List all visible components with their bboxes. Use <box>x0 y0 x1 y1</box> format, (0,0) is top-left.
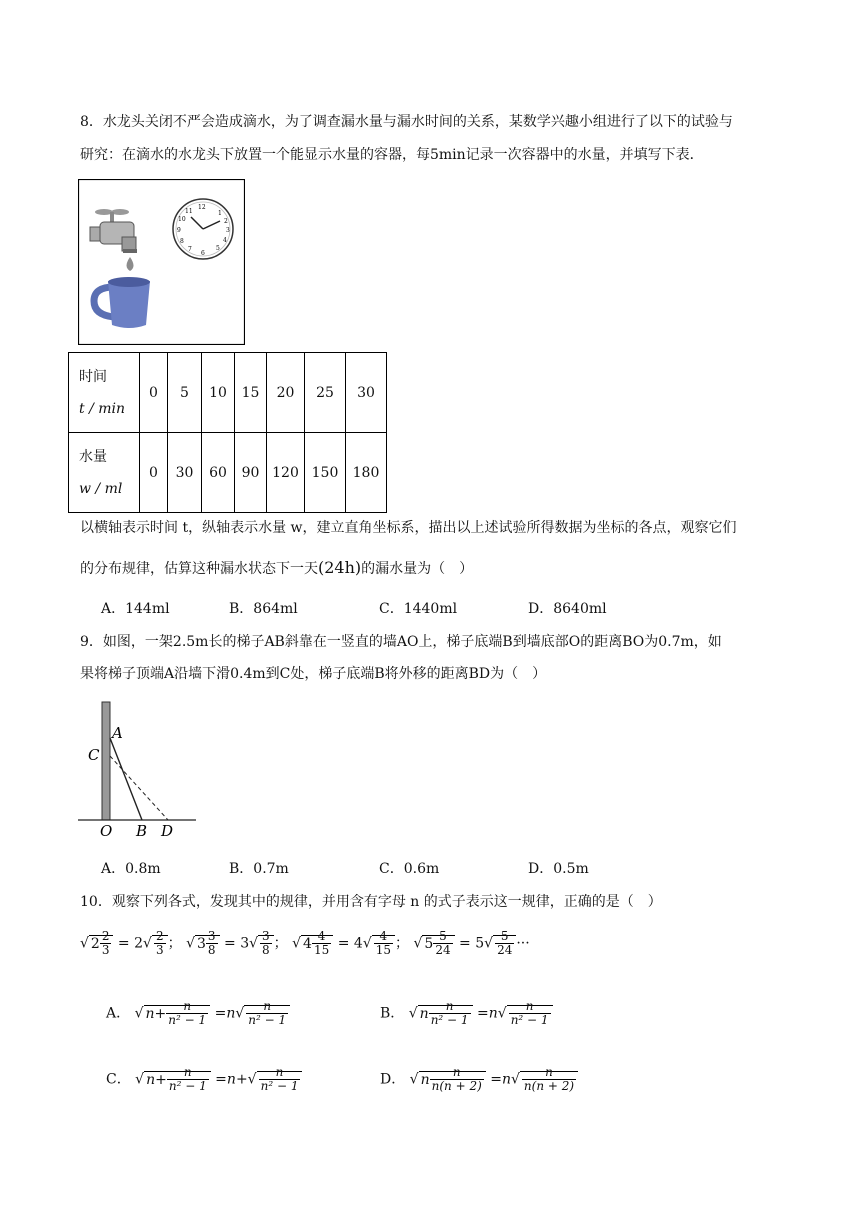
svg-text:9: 9 <box>177 227 181 234</box>
q8-line-2: 研究：在滴水的水龙头下放置一个能显示水量的容器，每5min记录一次容器中的水量，并填写下表． <box>80 147 704 163</box>
table-cell: 15 <box>235 353 267 433</box>
point-label-d: D <box>161 822 174 840</box>
water-header: 水量 w / ml <box>69 433 140 513</box>
q9-option-a[interactable]: A．0.8m <box>101 861 161 877</box>
q10-option-d[interactable]: D． √ n $\frac{n}{n(n + 2)}$ =n√ $\frac{n}{n(n + 2)}$ <box>380 1066 578 1093</box>
table-cell: 30 <box>346 353 387 433</box>
q9-line-2: 果将梯子顶端A沿墙下滑0.4m到C处，梯子底端B将外移的距离BD为（ ） <box>80 666 547 682</box>
svg-text:4: 4 <box>223 237 227 244</box>
svg-text:1: 1 <box>218 210 222 217</box>
table-cell: 0 <box>140 353 168 433</box>
point-label-b: B <box>136 822 148 840</box>
table-cell: 5 <box>168 353 202 433</box>
q8-line-4: 的分布规律，估算这种漏水状态下一天(24h)的漏水量为（ ） <box>80 558 474 577</box>
table-cell: 10 <box>202 353 235 433</box>
q8-line-1: 8．水龙头关闭不严会造成滴水，为了调查漏水量与漏水时间的关系，某数学兴趣小组进行了以下的试验与 <box>80 114 733 130</box>
clock-icon <box>173 199 233 259</box>
table-cell: 90 <box>235 433 267 513</box>
svg-text:11: 11 <box>185 208 193 215</box>
example-1: √ 2 $\frac{2}{3}$ = 2√ $\frac{2}{3}$ <box>80 935 168 952</box>
svg-text:8: 8 <box>180 238 184 245</box>
q10-line-1: 10．观察下列各式，发现其中的规律，并用含有字母 n 的式子表示这一规律，正确的是（ ） <box>80 894 662 910</box>
example-2: √ 3 $\frac{3}{8}$ = 3√ $\frac{3}{8}$ <box>186 935 274 952</box>
table-cell: 0 <box>140 433 168 513</box>
point-label-o: O <box>100 822 113 840</box>
point-label-a: A <box>112 724 123 742</box>
q9-option-c[interactable]: C．0.6m <box>379 861 440 877</box>
table-cell: 180 <box>346 433 387 513</box>
q8-option-b[interactable]: B．864ml <box>229 601 298 617</box>
example-3: √ 4 $\frac{4}{15}$ = 4√ $\frac{4}{15}$ <box>292 935 395 952</box>
q8-option-c[interactable]: C．1440ml <box>379 601 458 617</box>
svg-text:10: 10 <box>178 216 186 223</box>
q8-option-a[interactable]: A．144ml <box>101 601 170 617</box>
q8-option-d[interactable]: D．8640ml <box>528 601 607 617</box>
table-cell: 60 <box>202 433 235 513</box>
q10-option-b[interactable]: B． √ n $\frac{n}{\text{n² − 1}}$ =n√ $\frac{n}{\text{n² − 1}}$ <box>380 1000 553 1027</box>
svg-text:3: 3 <box>226 227 230 234</box>
ladder-figure <box>76 700 200 840</box>
q8-line-3: 以横轴表示时间 t，纵轴表示水量 w，建立直角坐标系，描出以上述试验所得数据为坐标的各点，观察它们 <box>80 520 737 536</box>
example-4: √ 5 $\frac{5}{24}$ = 5√ $\frac{5}{24}$ <box>413 935 516 952</box>
table-cell: 25 <box>305 353 346 433</box>
q9-option-b[interactable]: B．0.7m <box>229 861 289 877</box>
q10-option-c[interactable]: C． √ n+ $\frac{n}{\text{n² − 1}}$ =n+√ $\frac{n}{\text{n² − 1}}$ <box>106 1066 302 1093</box>
table-cell: 120 <box>267 433 305 513</box>
leak-data-table <box>68 352 387 513</box>
svg-text:5: 5 <box>216 245 220 252</box>
table-row-time <box>69 353 387 433</box>
table-cell: 150 <box>305 433 346 513</box>
time-header: 时间 t / min <box>69 353 140 433</box>
table-cell: 20 <box>267 353 305 433</box>
q9-line-1: 9．如图，一架2.5m长的梯子AB斜靠在一竖直的墙AO上，梯子底端B到墙底部O的距离BO为0.7m，如 <box>80 634 722 650</box>
svg-text:12: 12 <box>198 204 206 211</box>
svg-text:6: 6 <box>201 250 205 257</box>
q10-option-a[interactable]: A． √ n+ $\frac{n}{\text{n² − 1}}$ =n√ $\frac{n}{\text{n² − 1}}$ <box>106 1000 290 1027</box>
table-cell: 30 <box>168 433 202 513</box>
svg-text:2: 2 <box>224 218 228 225</box>
table-row-water <box>69 433 387 513</box>
q10-examples: √ 2 $\frac{2}{3}$ = 2√ $\frac{2}{3}$ ； √ 3 $\frac{3}{8}$ = 3√ $\frac{3}{8}$ ； √ 4 $\frac{4}{15}$ = 4√ $\frac{4}{15}$ ； √ 5 $\frac{5}{24}$ = 5√ $\frac{5}{24}$ ··· <box>80 929 530 957</box>
svg-text:7: 7 <box>188 246 192 253</box>
faucet-clock-cup-figure <box>78 179 245 345</box>
q9-option-d[interactable]: D．0.5m <box>528 861 589 877</box>
point-label-c: C <box>88 746 100 764</box>
